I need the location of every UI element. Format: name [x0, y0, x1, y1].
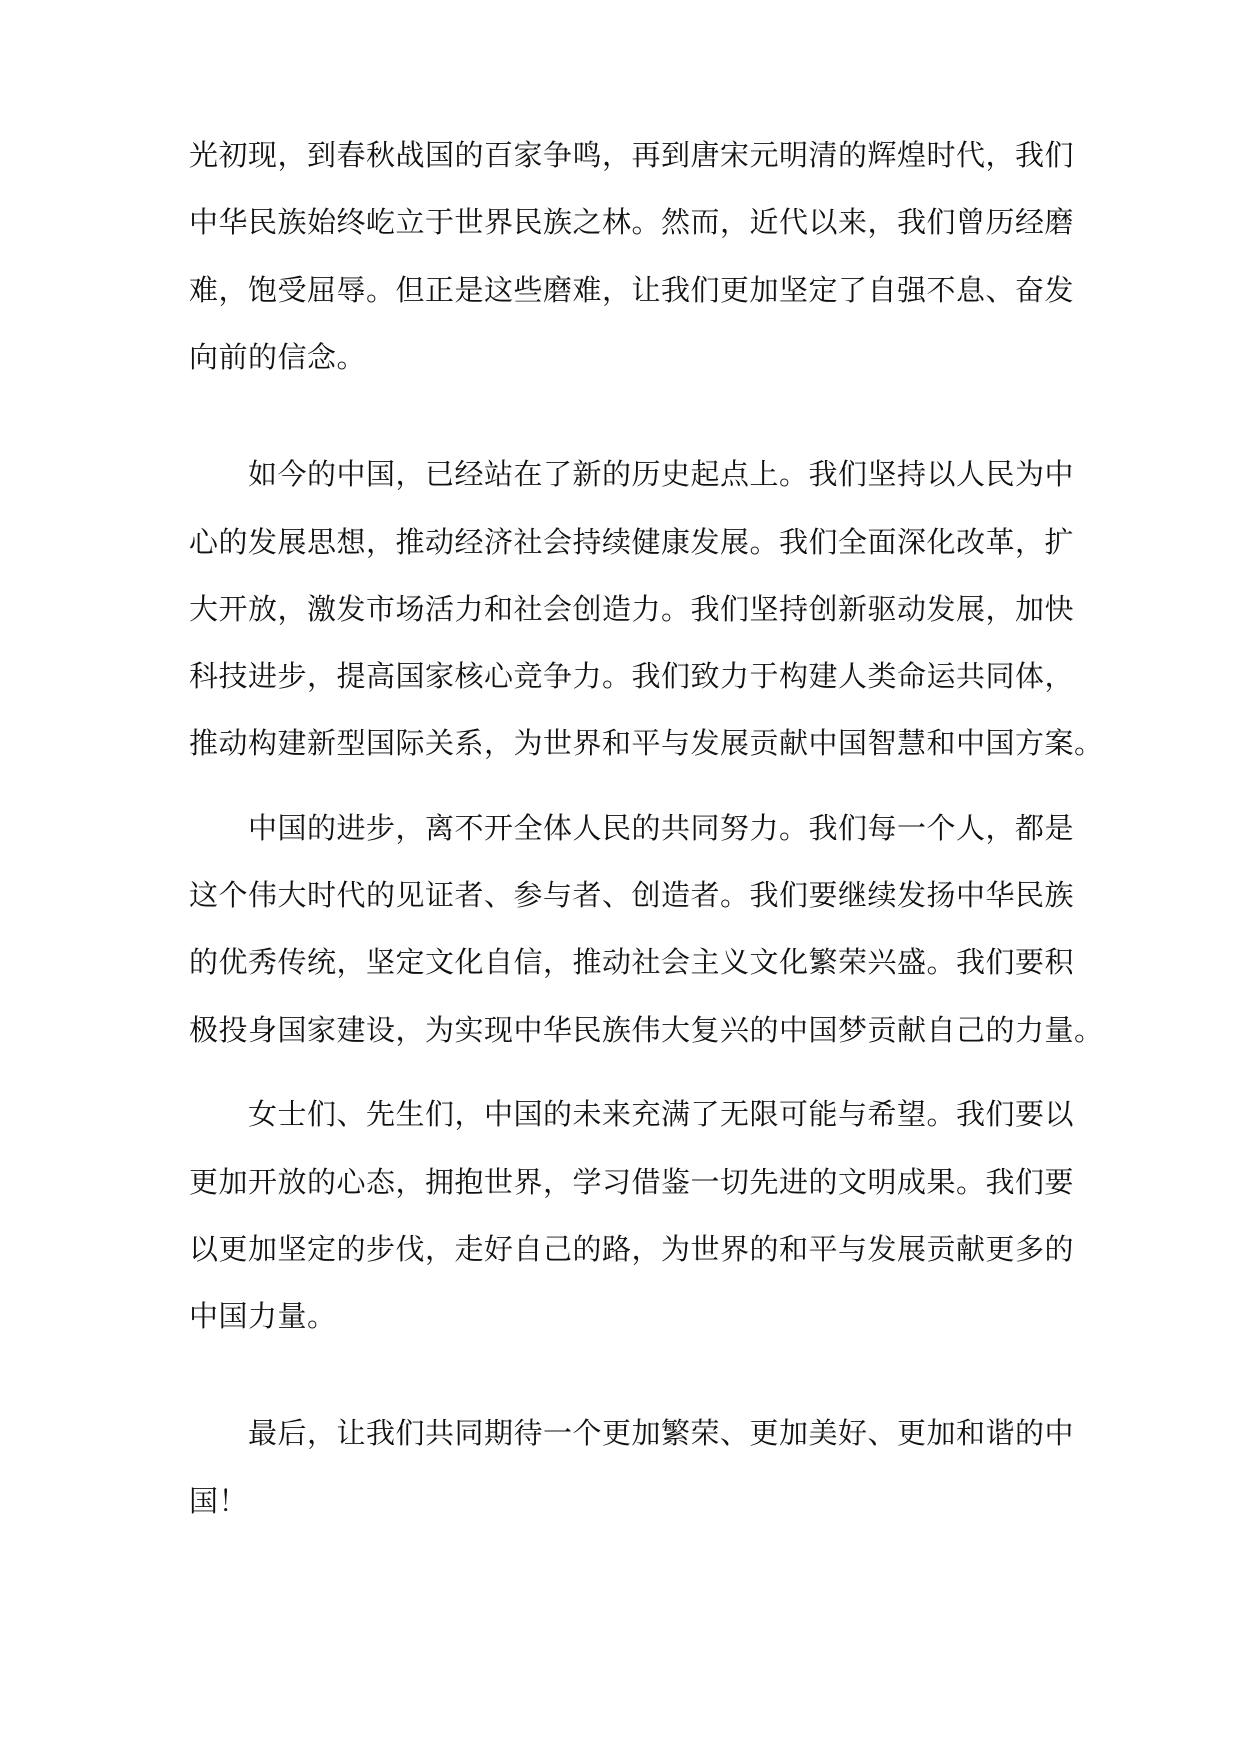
text-line: 如今的中国，已经站在了新的历史起点上。我们坚持以人民为中	[248, 457, 1075, 491]
text-line: 最后，让我们共同期待一个更加繁荣、更加美好、更加和谐的中	[248, 1416, 1075, 1450]
text-line: 更加开放的心态，拥抱世界，学习借鉴一切先进的文明成果。我们要	[189, 1165, 1075, 1199]
text-line: 国！	[189, 1484, 249, 1518]
text-line: 难，饱受屈辱。但正是这些磨难，让我们更加坚定了自强不息、奋发	[189, 273, 1075, 307]
text-line: 光初现，到春秋战国的百家争鸣，再到唐宋元明清的辉煌时代，我们	[189, 138, 1075, 172]
text-line: 女士们、先生们，中国的未来充满了无限可能与希望。我们要以	[248, 1097, 1075, 1131]
text-line: 极投身国家建设，为实现中华民族伟大复兴的中国梦贡献自己的力量。	[189, 1013, 1104, 1047]
text-line: 中国的进步，离不开全体人民的共同努力。我们每一个人，都是	[248, 811, 1075, 845]
text-line: 以更加坚定的步伐，走好自己的路，为世界的和平与发展贡献更多的	[189, 1232, 1075, 1266]
text-line: 中国力量。	[189, 1299, 337, 1333]
text-line: 大开放，激发市场活力和社会创造力。我们坚持创新驱动发展，加快	[189, 592, 1075, 626]
text-line: 的优秀传统，坚定文化自信，推动社会主义文化繁荣兴盛。我们要积	[189, 945, 1075, 979]
text-line: 科技进步，提高国家核心竞争力。我们致力于构建人类命运共同体，	[189, 659, 1075, 693]
text-line: 中华民族始终屹立于世界民族之林。然而，近代以来，我们曾历经磨	[189, 205, 1075, 239]
text-line: 心的发展思想，推动经济社会持续健康发展。我们全面深化改革，扩	[189, 525, 1075, 559]
text-line: 这个伟大时代的见证者、参与者、创造者。我们要继续发扬中华民族	[189, 878, 1075, 912]
text-line: 向前的信念。	[189, 340, 367, 374]
text-line: 推动构建新型国际关系，为世界和平与发展贡献中国智慧和中国方案。	[189, 726, 1104, 760]
